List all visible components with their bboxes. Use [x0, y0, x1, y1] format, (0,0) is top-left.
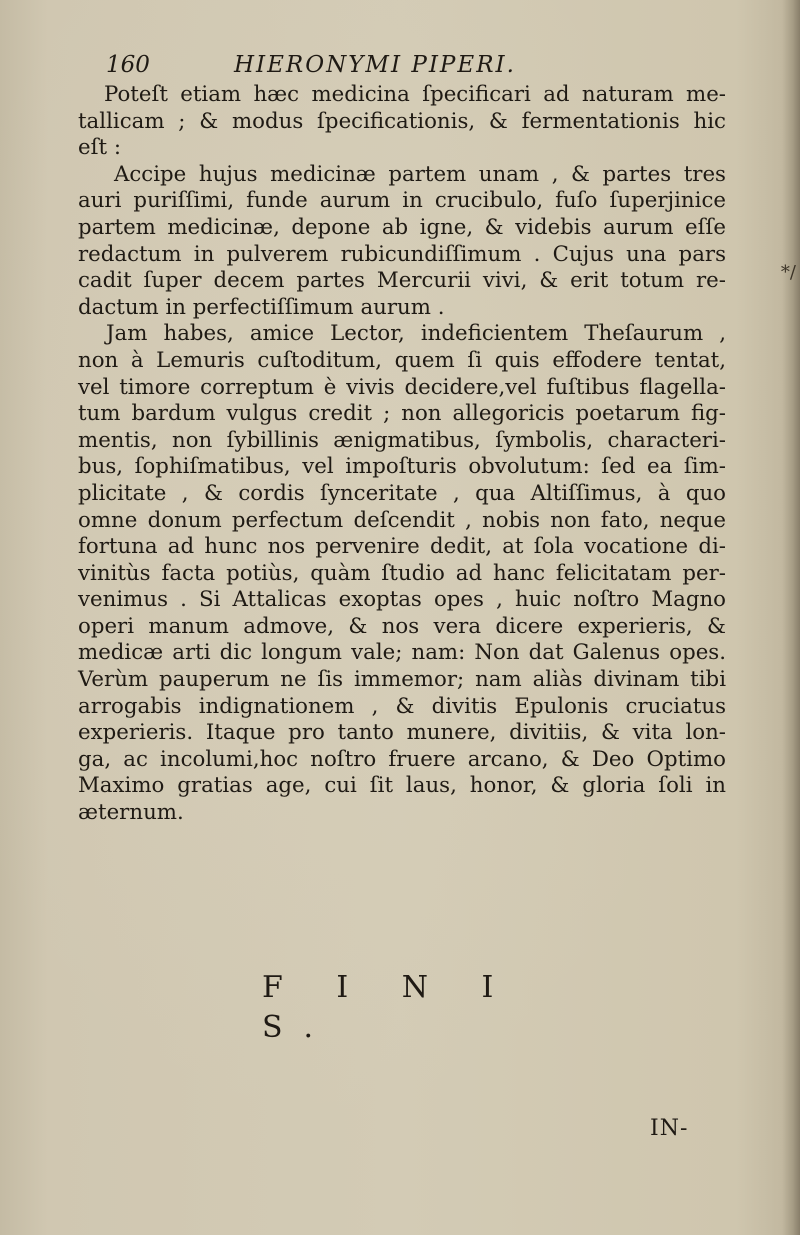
text-line: vel timore correptum è vivis decidere,vel fuſtibus flagella- [78, 374, 726, 400]
text-line: bus, ſophiſmatibus, vel impoſturis obvolutum: ſed ea ſim- [78, 454, 726, 480]
text-line: eſt : [78, 135, 121, 161]
text-line: medicæ arti dic longum vale; nam: Non dat Galenus opes. [78, 640, 726, 666]
text-line: experieris. Itaque pro tanto munere, divitiis, & vita lon- [78, 720, 726, 746]
body-text [78, 82, 726, 827]
text-line: arrogabis indignationem , & divitis Epulonis cruciatus [78, 693, 726, 719]
text-line: mentis, non ſybillinis ænigmatibus, ſymbolis, characteri- [78, 427, 726, 453]
text-line: cadit ſuper decem partes Mercurii vivi, & erit totum re- [78, 268, 726, 294]
gutter-mark: */ [780, 262, 796, 283]
catchword: IN- [650, 1116, 689, 1141]
text-line: redactum in pulverem rubicundiſſimum . Cujus una pars [78, 241, 726, 267]
page-header [106, 48, 666, 82]
text-line: Maximo gratias age, cui ſit laus, honor, & gloria ſoli in [78, 773, 726, 799]
text-line: Poteſt etiam hæc medicina ſpecificari ad naturam me- [104, 82, 726, 107]
text-line: æternum. [78, 800, 184, 826]
text-line: venimus . Si Attalicas exoptas opes , huic noſtro Magno [78, 587, 726, 613]
page-gutter-shadow [782, 0, 800, 1235]
text-line: dactum in perfectiſſimum aurum . [78, 294, 445, 320]
text-line: operi manum admove, & nos vera dicere experieris, & [78, 613, 726, 639]
text-line: tum bardum vulgus credit ; non allegoricis poetarum fig- [78, 401, 726, 427]
text-line: partem medicinæ, depone ab igne, & videbis aurum eſſe [78, 214, 726, 240]
text-line: ga, ac incolumi,hoc noſtro fruere arcano, & Deo Optimo [78, 746, 726, 772]
text-line: tallicam ; & modus ſpecificationis, & fermentationis hic [78, 108, 726, 134]
text-line: plicitate , & cordis ſynceritate , qua Altiſſimus, à quo [78, 480, 726, 506]
text-line: Verùm pauperum ne ſis immemor; nam aliàs divinam tibi [78, 667, 726, 693]
text-line: non à Lemuris cuſtoditum, quem ſi quis effodere tentat, [78, 347, 726, 373]
text-line: omne donum perfectum deſcendit , nobis non fato, neque [78, 507, 726, 533]
finis-heading: F I N I S. [262, 970, 516, 1045]
text-line: fortuna ad hunc nos pervenire dedit, at ſola vocatione di- [78, 534, 726, 560]
text-line: Jam habes, amice Lector, indeficientem Theſaurum , [106, 321, 726, 347]
text-line: auri puriſſimi, funde aurum in crucibulo, fuſo ſuperjinice [78, 188, 726, 214]
running-head: HIERONYMI PIPERI. [234, 52, 516, 78]
text-line: Accipe hujus medicinæ partem unam , & partes tres [114, 161, 726, 187]
text-line: vinitùs facta potiùs, quàm ſtudio ad hanc felicitatam per- [78, 560, 726, 586]
page-number: 160 [106, 52, 150, 78]
